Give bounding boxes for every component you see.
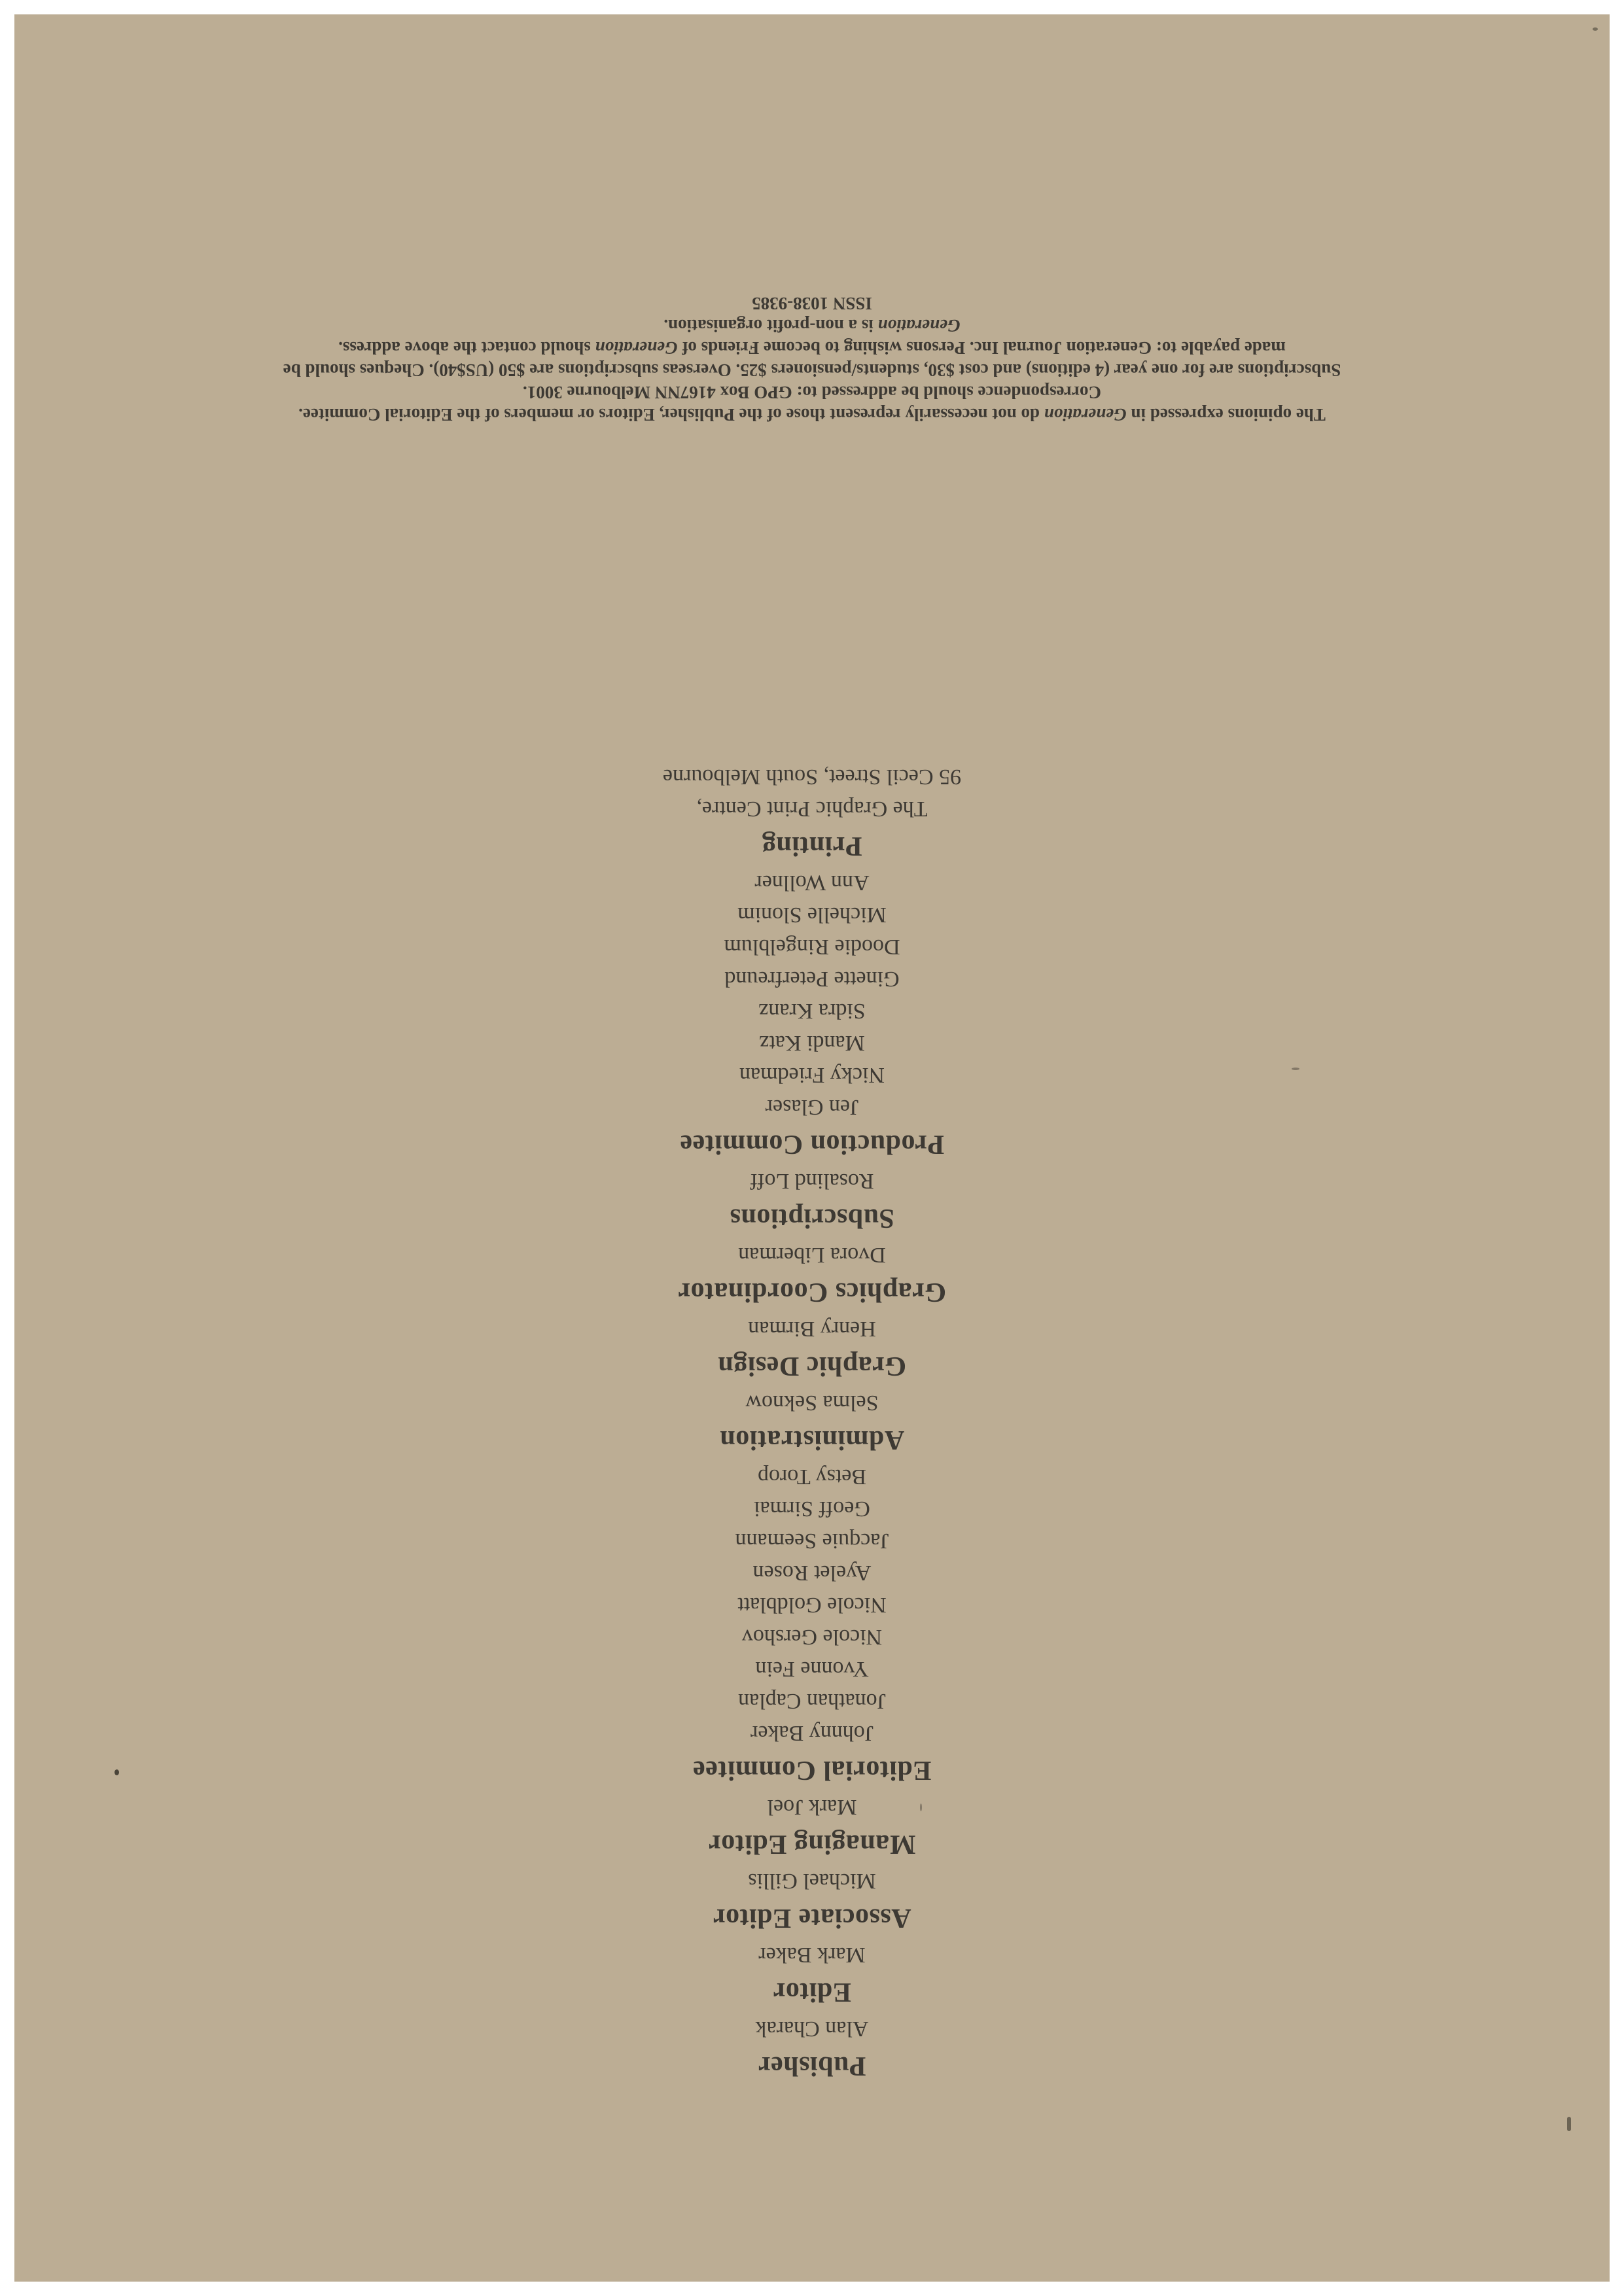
- production-member: Ann Wollner: [754, 871, 870, 895]
- committee-member: Jonathan Caplan: [738, 1689, 886, 1713]
- editor-section: [14, 1939, 1610, 2013]
- committee-member: Ayelet Rosen: [752, 1561, 872, 1585]
- paper-speck: [115, 1769, 119, 1775]
- associate-editor-section: [14, 1865, 1610, 1939]
- paper-speck: [1593, 27, 1598, 31]
- journal-name: Generation: [877, 316, 961, 336]
- editor-name: Mark Baker: [758, 1943, 866, 1967]
- masthead: [14, 761, 1610, 2087]
- committee-member: Geoff Sirmai: [754, 1497, 870, 1521]
- disclaimer-before: The opinions expressed in: [1126, 405, 1326, 425]
- nonprofit-text: is a non-profit organisation.: [663, 316, 878, 336]
- graphics-coordinator-heading: Graphics Coordinator: [677, 1277, 947, 1307]
- payment-line: [14, 337, 1610, 359]
- production-member: Doodie Ringelblum: [724, 935, 900, 959]
- editorial-committee-section: [14, 1461, 1610, 1791]
- disclaimer-line: [14, 404, 1610, 426]
- associate-editor-name: Michael Gillis: [748, 1869, 876, 1893]
- paper-speck: [920, 1803, 922, 1811]
- publisher-section: [14, 2013, 1610, 2087]
- printing-heading: Printing: [762, 831, 862, 861]
- production-member: Nicky Friedman: [739, 1063, 885, 1087]
- subscriptions-name: Rosalind Loff: [750, 1169, 874, 1193]
- printer-address: 95 Cecil Street, South Melbourne: [662, 765, 962, 789]
- journal-name: Generation: [1044, 405, 1127, 425]
- nonprofit-line: [14, 315, 1610, 337]
- payment-after: should contact the above address.: [338, 338, 595, 358]
- publication-notice: [14, 292, 1610, 426]
- managing-editor-name: Mark Joel: [767, 1795, 857, 1819]
- production-member: Michelle Slonim: [737, 903, 887, 927]
- editorial-committee-heading: Editorial Commitee: [692, 1755, 932, 1785]
- administration-section: [14, 1387, 1610, 1461]
- managing-editor-section: [14, 1791, 1610, 1865]
- correspondence-line: Correspondence should be addressed to: GPO Box 4167NN Melbourne 3001.: [522, 383, 1102, 402]
- production-member: Mandi Katz: [759, 1031, 865, 1055]
- production-committee-heading: Production Commitee: [679, 1129, 945, 1159]
- payment-before: made payable to: Generation Journal Inc. Persons wishing to become Friends of: [677, 338, 1286, 358]
- scanned-page: [14, 14, 1610, 2282]
- subscriptions-heading: Subscriptions: [730, 1203, 894, 1233]
- graphic-design-section: [14, 1313, 1610, 1387]
- printing-section: [14, 761, 1610, 867]
- journal-name: Generation: [595, 338, 678, 358]
- production-member: Sidra Kranz: [758, 999, 866, 1023]
- paper-speck: [1567, 2117, 1571, 2131]
- committee-member: Nicole Gershov: [741, 1625, 883, 1649]
- issn-line: ISSN 1038-9385: [752, 294, 872, 313]
- subscriptions-line: Subscriptions are for one year (4 editions) and cost $30, students/pensioners $25. Overseas subscriptions are $50 (US$40). Cheques should be: [283, 360, 1341, 380]
- graphic-design-name: Henry Birman: [748, 1317, 876, 1341]
- graphics-coordinator-name: Dvora Liberman: [738, 1243, 886, 1267]
- graphics-coordinator-section: [14, 1239, 1610, 1313]
- production-member: Ginette Peterfreund: [724, 967, 900, 991]
- production-committee-section: [14, 867, 1610, 1165]
- publisher-name: Alan Charak: [755, 2017, 869, 2041]
- associate-editor-heading: Associate Editor: [713, 1903, 911, 1933]
- committee-member: Yvonne Fein: [755, 1657, 869, 1681]
- administration-name: Selma Seknow: [745, 1391, 879, 1415]
- graphic-design-heading: Graphic Design: [717, 1351, 907, 1381]
- committee-member: Betsy Torop: [757, 1465, 867, 1489]
- administration-heading: Administration: [719, 1425, 905, 1455]
- managing-editor-heading: Managing Editor: [708, 1829, 916, 1859]
- disclaimer-after: do not necessarily represent those of the Publisher, Editors or members of the Editorial Commitee.: [298, 405, 1044, 425]
- production-member: Jen Glaser: [765, 1095, 859, 1119]
- journal-imprint-page-upside-down: [14, 14, 1610, 2282]
- committee-member: Jacquie Seemann: [735, 1529, 889, 1553]
- committee-member: Johnny Baker: [750, 1721, 874, 1745]
- publisher-heading: Pubisher: [758, 2051, 866, 2081]
- committee-member: Nicole Goldblatt: [737, 1593, 887, 1617]
- editor-heading: Editor: [773, 1977, 851, 2007]
- printer-name: The Graphic Print Centre,: [696, 797, 928, 821]
- paper-speck: [1292, 1068, 1299, 1070]
- subscriptions-section: [14, 1165, 1610, 1239]
